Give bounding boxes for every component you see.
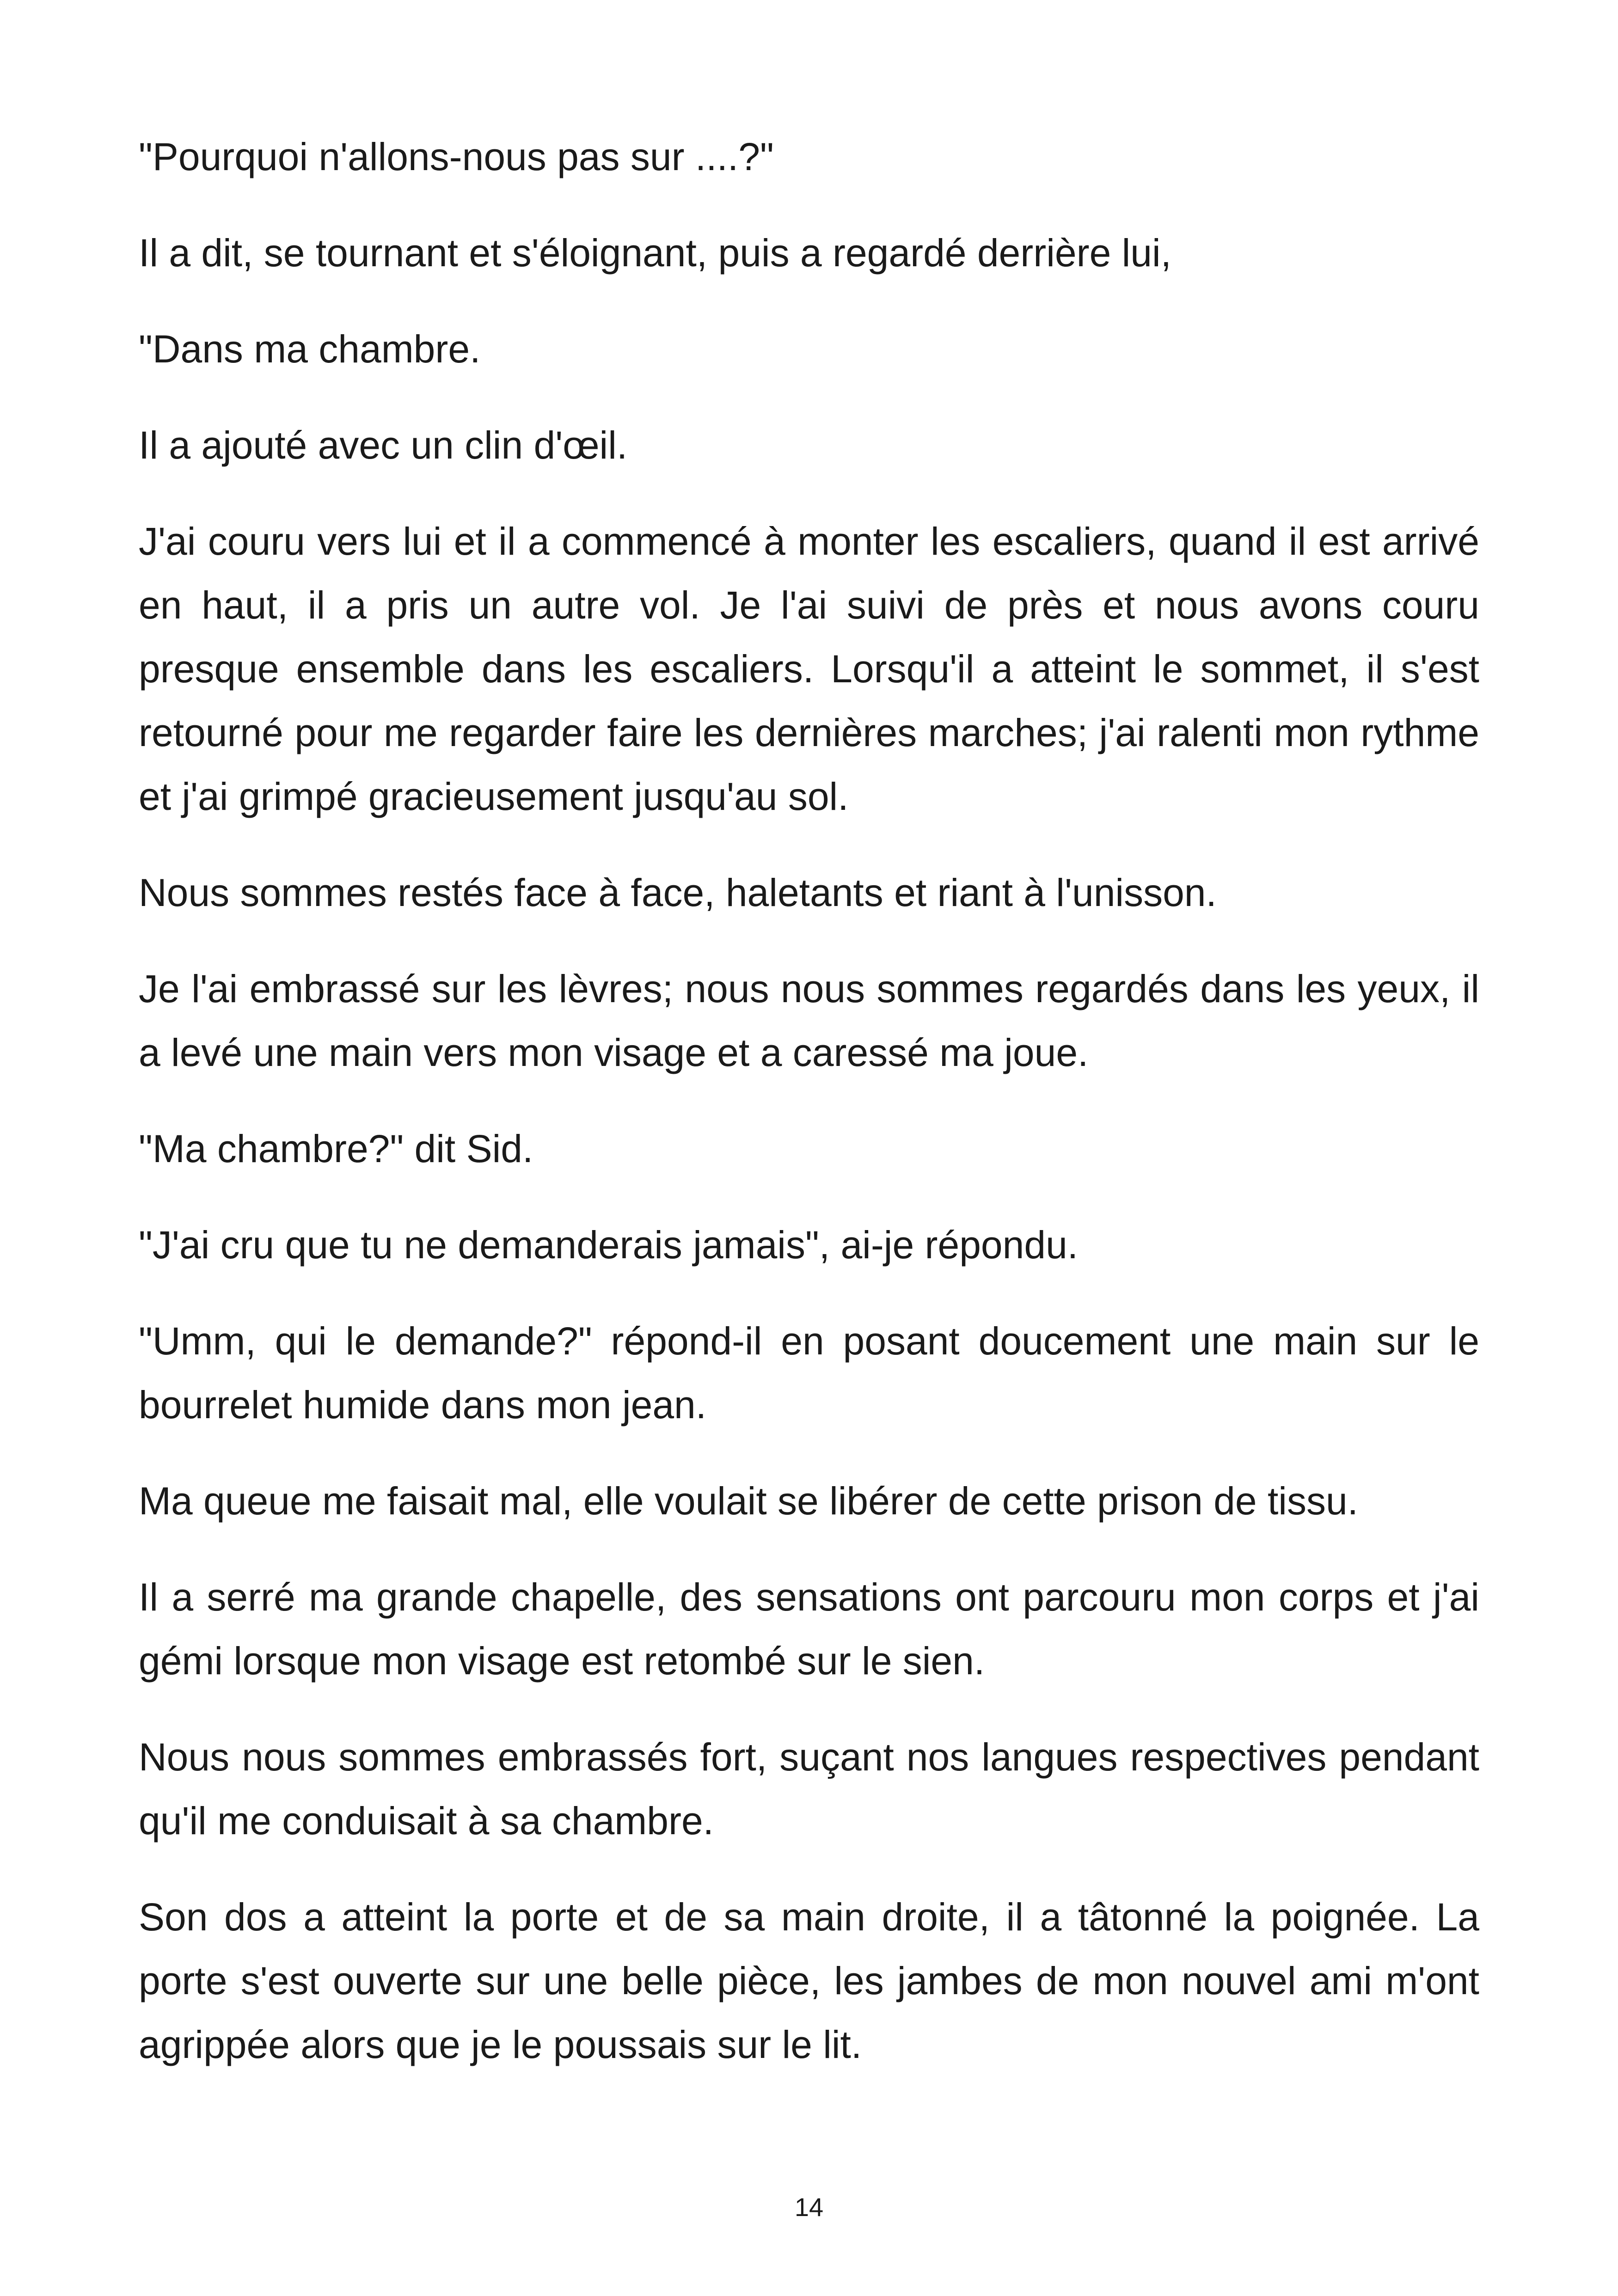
paragraph-11: Ma queue me faisait mal, elle voulait se libérer de cette prison de tissu.	[139, 1479, 1359, 1523]
paragraph-4: Il a ajouté avec un clin d'œil.	[139, 423, 628, 467]
paragraph-7: Je l'ai embrassé sur les lèvres; nous nous sommes regardés dans les yeux, il a levé une main vers mon visage et a caressé ma joue.	[139, 967, 1479, 1074]
paragraph-14: Son dos a atteint la porte et de sa main droite, il a tâtonné la poignée. La porte s'est ouverte sur une belle pièce, les jambes de mon nouvel ami m'ont agrippée alors que je le poussais sur le lit.	[139, 1895, 1479, 2066]
paragraph-10: "Umm, qui le demande?" répond-il en posant doucement une main sur le bourrelet humide dans mon jean.	[139, 1319, 1479, 1427]
paragraph-2: Il a dit, se tournant et s'éloignant, puis a regardé derrière lui,	[139, 231, 1171, 275]
paragraph-13: Nous nous sommes embrassés fort, suçant nos langues respectives pendant qu'il me conduisait à sa chambre.	[139, 1735, 1479, 1843]
paragraph-9: "J'ai cru que tu ne demanderais jamais", ai-je répondu.	[139, 1223, 1079, 1267]
paragraph-12: Il a serré ma grande chapelle, des sensations ont parcouru mon corps et j'ai gémi lorsque mon visage est retombé sur le sien.	[139, 1575, 1479, 1683]
paragraph-8: "Ma chambre?" dit Sid.	[139, 1127, 533, 1170]
paragraph-6: Nous sommes restés face à face, haletants et riant à l'unisson.	[139, 871, 1217, 914]
paragraph-3: "Dans ma chambre.	[139, 327, 481, 371]
paragraph-5: J'ai couru vers lui et il a commencé à monter les escaliers, quand il est arrivé en haut, il a pris un autre vol. Je l'ai suivi de près et nous avons couru presque ensemble dans les escaliers. Lorsqu'il a atteint le sommet, il s'est retourné pour me regarder faire les dernières marches; j'ai ralenti mon rythme et j'ai grimpé gracieusement jusqu'au sol.	[139, 520, 1479, 818]
paragraph-1: "Pourquoi n'allons-nous pas sur ....?"	[139, 135, 774, 178]
document-body	[139, 125, 1479, 2109]
page-number: 14	[794, 2192, 824, 2222]
